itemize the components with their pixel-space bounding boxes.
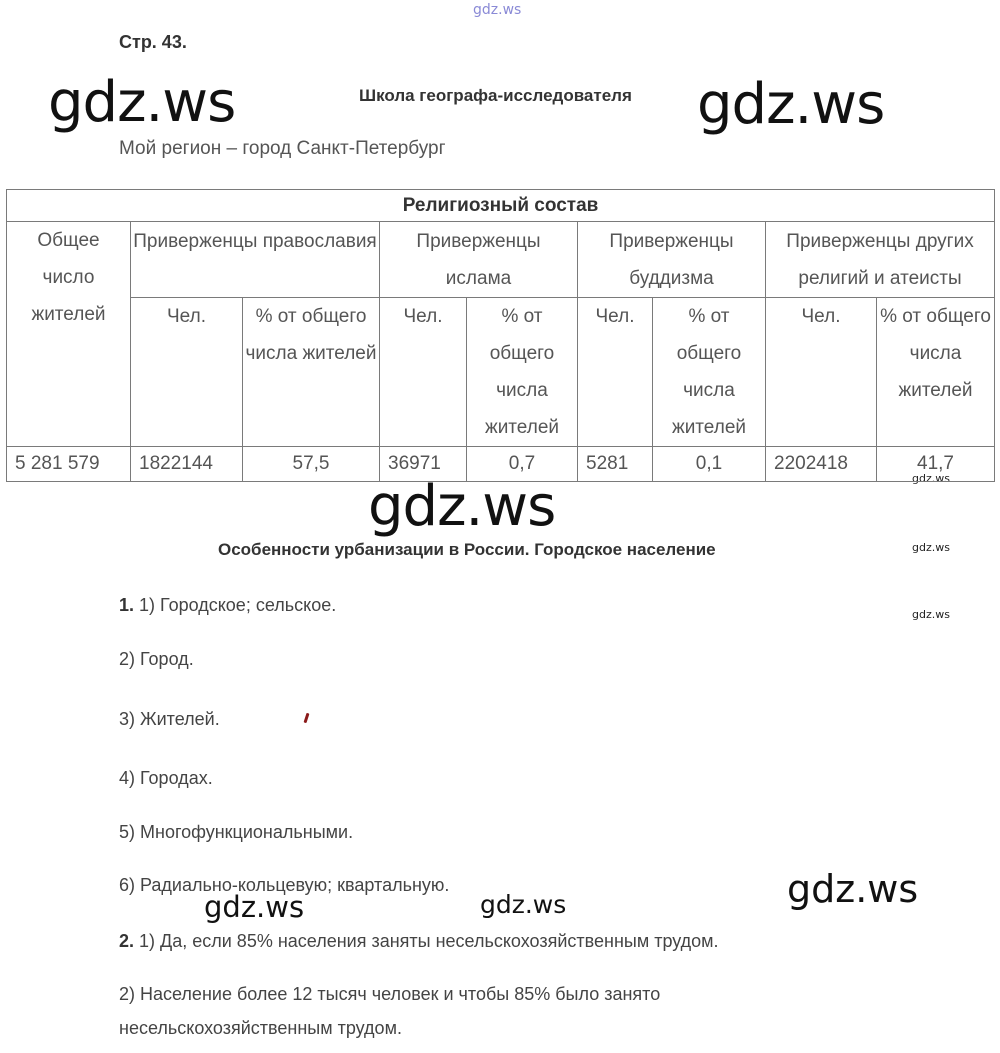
subheader-count: Чел. xyxy=(131,298,243,447)
table-caption: Религиозный состав xyxy=(7,190,995,222)
answer-1-6: 6) Радиально-кольцевую; квартальную. xyxy=(119,875,450,895)
answer-1-2: 2) Город. xyxy=(119,649,194,669)
watermark-right: gdz.ws xyxy=(697,72,885,137)
cell-total: 5 281 579 xyxy=(7,447,131,482)
watermark-lower-right: gdz.ws xyxy=(787,867,919,911)
header-islam: Приверженцы ислама xyxy=(380,222,578,298)
answer-text: 1) Городское; сельское. xyxy=(139,595,337,615)
cell-other-percent: 41,7 xyxy=(877,447,995,482)
watermark-center: gdz.ws xyxy=(368,474,556,539)
subheader-percent: % от общего числа жителей xyxy=(653,298,766,447)
answer-2-1 xyxy=(119,931,719,952)
answer-text: 1) Да, если 85% населения заняты несельскохозяйственным трудом. xyxy=(139,931,719,951)
answer-1-4: 4) Городах. xyxy=(119,768,213,788)
watermark-tiny-1: gdz.ws xyxy=(912,472,950,485)
cell-other-count: 2202418 xyxy=(766,447,877,482)
subheader-count: Чел. xyxy=(766,298,877,447)
answer-1-5: 5) Многофункциональными. xyxy=(119,822,354,842)
section-title-urbanization: Особенности урбанизации в России. Городское население xyxy=(218,540,716,559)
cell-buddhism-percent: 0,1 xyxy=(653,447,766,482)
table-row xyxy=(7,447,995,482)
answer-2-2-line2: несельскохозяйственным трудом. xyxy=(119,1018,402,1038)
watermark-lower-left: gdz.ws xyxy=(204,890,305,924)
region-subtitle: Мой регион – город Санкт-Петербург xyxy=(119,138,446,159)
answer-1-3: 3) Жителей. xyxy=(119,709,220,729)
red-mark xyxy=(304,713,310,723)
watermark-lower-center: gdz.ws xyxy=(480,890,567,919)
subheader-count: Чел. xyxy=(578,298,653,447)
header-buddhism: Приверженцы буддизма xyxy=(578,222,766,298)
cell-orthodox-percent: 57,5 xyxy=(243,447,380,482)
watermark-tiny-2: gdz.ws xyxy=(912,541,950,554)
cell-islam-percent: 0,7 xyxy=(467,447,578,482)
page-number: Стр. 43. xyxy=(119,32,187,52)
subheader-count: Чел. xyxy=(380,298,467,447)
watermark-tiny-3: gdz.ws xyxy=(912,608,950,621)
cell-orthodox-count: 1822144 xyxy=(131,447,243,482)
section-title-geographer: Школа географа-исследователя xyxy=(359,86,632,105)
watermark-top: gdz.ws xyxy=(473,2,522,18)
watermark-left: gdz.ws xyxy=(48,70,236,135)
cell-islam-count: 36971 xyxy=(380,447,467,482)
subheader-percent: % от общего числа жителей xyxy=(243,298,380,447)
header-other: Приверженцы других религий и атеисты xyxy=(766,222,995,298)
religion-table xyxy=(6,189,995,482)
header-orthodox: Приверженцы православия xyxy=(131,222,380,298)
subheader-percent: % от общего числа жителей xyxy=(877,298,995,447)
cell-buddhism-count: 5281 xyxy=(578,447,653,482)
question-number: 1. xyxy=(119,595,135,615)
answer-2-2-line1: 2) Население более 12 тысяч человек и чтобы 85% было занято xyxy=(119,984,661,1004)
header-total-population: Общее число жителей xyxy=(7,222,131,447)
answer-1-1 xyxy=(119,595,336,616)
subheader-percent: % от общего числа жителей xyxy=(467,298,578,447)
question-number: 2. xyxy=(119,931,135,951)
